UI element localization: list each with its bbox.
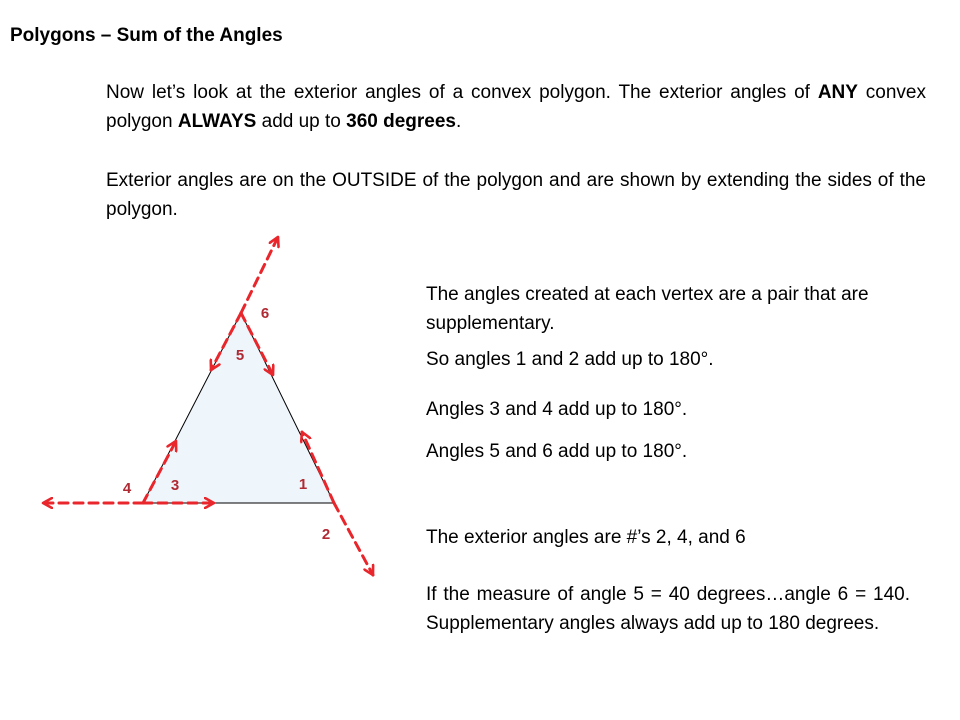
- angle-label-5: 5: [235, 347, 245, 364]
- explanation-exterior-angles: The exterior angles are #’s 2, 4, and 6: [426, 527, 746, 548]
- triangle: [143, 313, 334, 503]
- angle-label-6: 6: [260, 305, 270, 322]
- page-title: Polygons – Sum of the Angles: [10, 25, 283, 46]
- intro-text-2: convex polygon: [106, 82, 926, 132]
- arrow-right-extension: [334, 503, 373, 575]
- explanation-example: If the measure of angle 5 = 40 degrees…angle 6 = 140. Supplementary angles always add up to 180 degrees.: [426, 584, 910, 634]
- angle-label-4: 4: [122, 480, 132, 497]
- angle-label-1: 1: [298, 476, 308, 493]
- explanation-angles-1-2: So angles 1 and 2 add up to 180°.: [426, 349, 714, 370]
- intro-emphasis-any: ANY: [817, 82, 858, 103]
- intro-emphasis-always: ALWAYS: [177, 111, 257, 132]
- intro-text-4: .: [456, 111, 462, 132]
- intro-text-3: add up to: [256, 111, 347, 132]
- arrow-top-extension: [241, 237, 278, 313]
- explanation-angles-3-4: Angles 3 and 4 add up to 180°.: [426, 399, 688, 420]
- explanation-supplementary: The angles created at each vertex are a pair that are supplementary.: [426, 284, 869, 334]
- angle-label-3: 3: [170, 477, 180, 494]
- intro-text-1: Now let’s look at the exterior angles of a convex polygon. The exterior angles of: [106, 82, 818, 103]
- explanation-angles-5-6: Angles 5 and 6 add up to 180°.: [426, 441, 688, 462]
- angle-label-2: 2: [321, 526, 331, 543]
- intro-emphasis-360: 360 degrees: [346, 111, 456, 132]
- intro-paragraph-2: Exterior angles are on the OUTSIDE of the polygon and are shown by extending the sides of the polygon.: [106, 170, 926, 220]
